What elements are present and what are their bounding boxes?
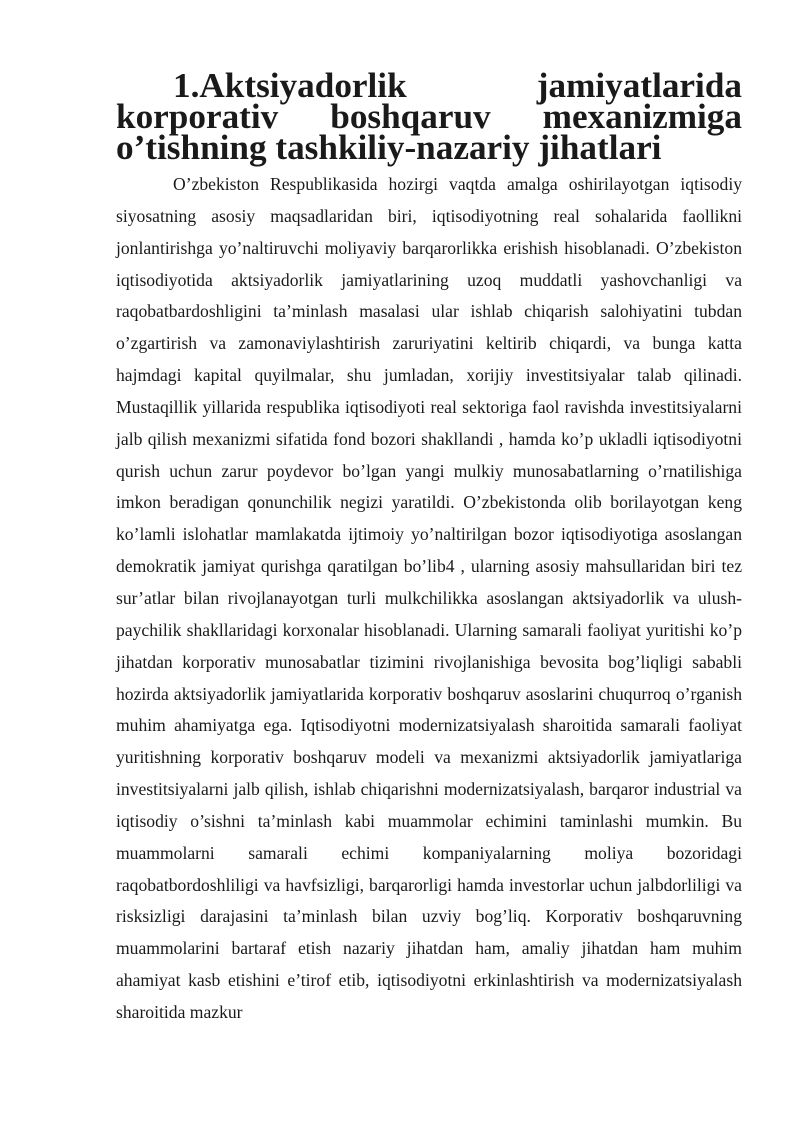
section-heading-line-1: 1.Aktsiyadorlik jamiyatlarida korporativ boshqaruv mexanizmiga [116,66,742,136]
body-paragraph: O’zbekiston Respublikasida hozirgi vaqtda amalga oshirilayotgan iqtisodiy siyosatning asosiy maqsadlaridan biri, iqtisodiyotning real sohalarida faollikni jonlantirishga yo’naltiruvchi moliyaviy barqarorlikka erishish hisoblanadi. O’zbekiston iqtisodiyotida aktsiyadorlik jamiyatlarining uzoq muddatli yashovchanligi va raqobatbardoshligini ta’minlash masalasi ular ishlab chiqarish salohiyatini tubdan o’zgartirish va zamonaviylashtirish zaruriyatini keltirib chiqardi, va bunga katta hajmdagi kapital quyilmalar, shu jumladan, xorijiy investitsiyalar talab qilinadi. Mustaqillik yillarida respublika iqtisodiyoti real sektoriga faol ravishda investitsiyalarni jalb qilish mexanizmi sifatida fond bozori shakllandi , hamda ko’p ukladli iqtisodiyotni qurish uchun zarur poydevor bo’lgan yangi mulkiy munosabatlarning o’rnatilishiga imkon beradigan qonunchilik negizi yaratildi. O’zbekistonda olib borilayotgan keng ko’lamli islohatlar mamlakatda ijtimoiy yo’naltirilgan bozor iqtisodiyotiga asoslangan demokratik jamiyat qurishga qaratilgan bo’lib4 , ularning asosiy mahsullaridan biri tez sur’atlar bilan rivojlanayotgan turli mulkchilikka asoslangan aktsiyadorlik va ulush-paychilik shakllaridagi korxonalar hisoblanadi. Ularning samarali faoliyat yuritishi ko’p jihatdan korporativ munosabatlar tizimini rivojlanishiga bevosita bog’liqligi sababli hozirda aktsiyadorlik jamiyatlarida korporativ boshqaruv asoslarini chuqurroq o’rganish muhim ahamiyatga ega. Iqtisodiyotni modernizatsiyalash sharoitida samarali faoliyat yuritishning korporativ boshqaruv modeli va mexanizmi aktsiyadorlik jamiyatlariga investitsiyalarni jalb qilish, ishlab chiqarishni modernizatsiyalash, barqaror industrial va iqtisodiy o’sishni ta’minlash kabi muammolar echimini taminlashi mumkin. Bu muammolarni samarali echimi kompaniyalarning moliya bozoridagi raqobatbordoshliligi va havfsizligi, barqarorligi hamda investorlar uchun jalbdorliligi va risksizligi darajasini ta’minlash bilan uzviy bog’liq. Korporativ boshqaruvning muammolarini bartaraf etish nazariy jihatdan ham, amaliy jihatdan ham muhim ahamiyat kasb etishini e’tirof etib, iqtisodiyotni erkinlashtirish va modernizatsiyalash sharoitida mazkur [116,174,742,1022]
section-heading [116,66,742,167]
document-page [116,66,742,1029]
section-heading-line-2: o’tishning tashkiliy-nazariy jihatlari [116,128,662,167]
